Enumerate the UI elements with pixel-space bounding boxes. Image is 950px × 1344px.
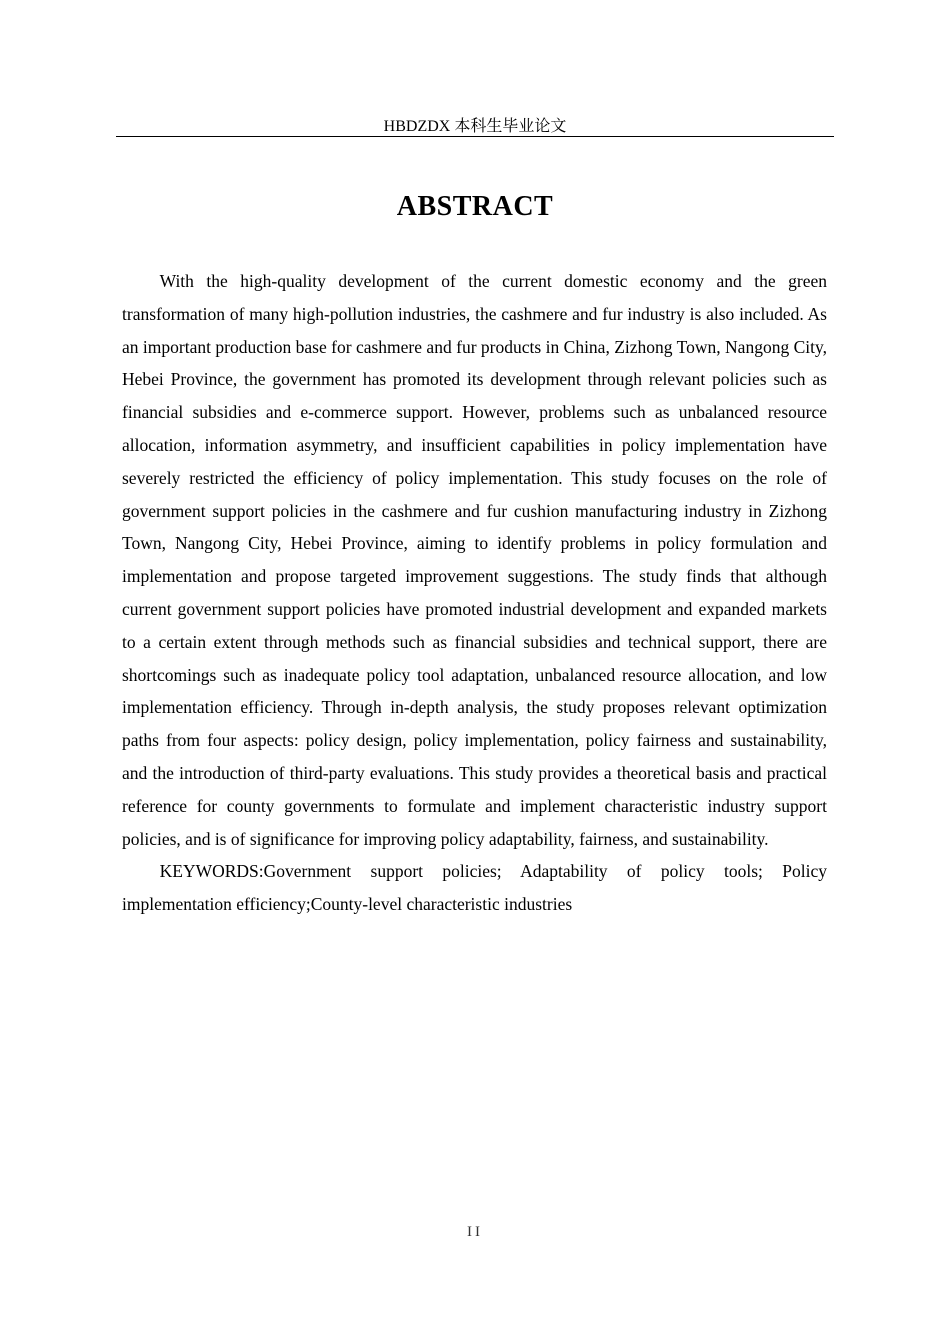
running-header: HBDZDX 本科生毕业论文 bbox=[383, 118, 567, 135]
keywords-label: KEYWORDS: bbox=[159, 861, 264, 882]
keywords-text: Government support policies; Adaptability of policy tools; Policy implementation efficiency;County-level characteristic industries bbox=[122, 861, 827, 915]
abstract-title: ABSTRACT bbox=[396, 191, 554, 222]
abstract-body bbox=[122, 265, 827, 921]
keywords-paragraph bbox=[122, 855, 827, 921]
header-divider bbox=[116, 136, 834, 137]
abstract-paragraph: With the high-quality development of the current domestic economy and the green transformation of many high-pollution industries, the cashmere and fur industry is also included. As an important production base for cashmere and fur products in China, Zizhong Town, Nangong City, Hebei Province, the government has promoted its development through relevant policies such as financial subsidies and e-commerce support. However, problems such as unbalanced resource allocation, information asymmetry, and insufficient capabilities in policy implementation have severely restricted the efficiency of policy implementation. This study focuses on the role of government support policies in the cashmere and fur cushion manufacturing industry in Zizhong Town, Nangong City, Hebei Province, aiming to identify problems in policy formulation and implementation and propose targeted improvement suggestions. The study finds that although current government support policies have promoted industrial development and expanded markets to a certain extent through methods such as financial subsidies and technical support, there are shortcomings such as inadequate policy tool adaptation, unbalanced resource allocation, and low implementation efficiency. Through in-depth analysis, the study proposes relevant optimization paths from four aspects: policy design, policy implementation, policy fairness and sustainability, and the introduction of third-party evaluations. This study provides a theoretical basis and practical reference for county governments to formulate and implement characteristic industry support policies, and is of significance for improving policy adaptability, fairness, and sustainability. bbox=[122, 271, 827, 849]
page-number: II bbox=[467, 1224, 483, 1240]
